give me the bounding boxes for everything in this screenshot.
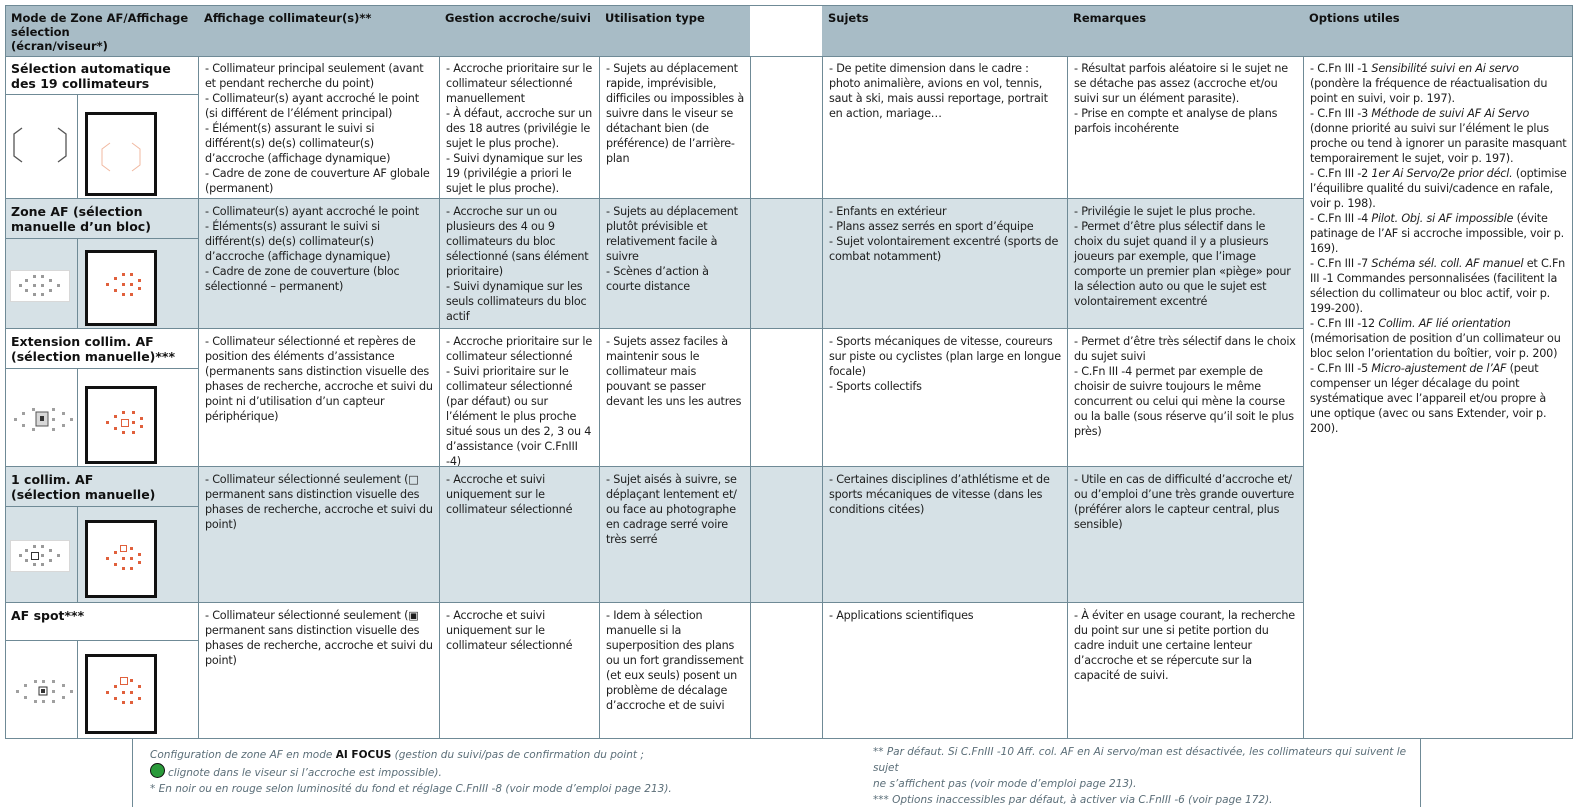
header-tracking: Gestion accroche/suivi [439, 5, 599, 56]
zone-viewfinder [85, 250, 157, 326]
thumb-divider-1 [5, 94, 198, 95]
single-viewfinder [85, 520, 157, 598]
option-title: Collim. AF lié orientation [1378, 317, 1511, 330]
row4-spacer [750, 466, 822, 602]
option-desc: et C.Fn III -1 Commandes personnalisées (facilitent la sélection du collimateur ou bloc actif, voir p. 199-200). [1310, 257, 1566, 315]
option-code: - C.Fn III -2 [1310, 167, 1372, 180]
header-options: Options utiles [1303, 5, 1573, 56]
row3-thumbs [5, 368, 198, 466]
row1-tracking: - Accroche prioritaire sur le collimateur sélectionné manuellement - À défaut, accroche sur un des 18 autres (privilégie le sujet le plus proche). - Suivi dynamique sur les 19 (privilégie a priori le sujet le plus proche). [439, 56, 599, 198]
row3-subjects: - Sports mécaniques de vitesse, coureurs sur piste ou cyclistes (plan large en longue focale) - Sports collectifs [822, 328, 1067, 466]
footer-right [873, 744, 1413, 808]
option-item [1310, 211, 1567, 256]
table-border-left [5, 5, 6, 739]
thumb-vertical-5 [77, 640, 78, 738]
row2-spacer [750, 198, 822, 328]
single-small-diagram [10, 540, 70, 572]
thumb-divider-3 [5, 368, 198, 369]
table-border-top [5, 5, 1573, 6]
thumb-vertical-3 [77, 368, 78, 466]
option-title: Sensibilité suivi en Ai servo [1371, 62, 1519, 75]
thumb-vertical-2 [77, 238, 78, 328]
row3-tracking: - Accroche prioritaire sur le collimateur sélectionné - Suivi prioritaire sur le collimateur sélectionné (par défaut) ou sur l’élément le plus proche situé sous un des 2, 3 ou 4 d’assistance (voir C.FnIII -4) [439, 328, 599, 466]
row3-spacer [750, 328, 822, 466]
table-border-bottom [5, 738, 1573, 739]
header-display: Affichage collimateur(s)** [198, 5, 439, 56]
row4-tracking: - Accroche et suivi uniquement sur le collimateur sélectionné [439, 466, 599, 602]
row4-mode: 1 collim. AF (sélection manuelle) [5, 466, 198, 506]
row5-mode: AF spot*** [5, 602, 198, 640]
row5-tracking: - Accroche et suivi uniquement sur le collimateur sélectionné [439, 602, 599, 738]
spot-viewfinder [85, 654, 157, 734]
row5-spacer [750, 602, 822, 738]
row5-subjects: - Applications scientifiques [822, 602, 1067, 738]
row3-usage: - Sujets assez faciles à maintenir sous le collimateur mais pouvant se passer devant les uns les autres [599, 328, 750, 466]
option-code: - C.Fn III -4 [1310, 212, 1372, 225]
option-item [1310, 166, 1567, 211]
footer-left-line3: * En noir ou en rouge selon luminosité du fond et réglage C.FnIII -8 (voir mode d’emploi page 213). [150, 783, 672, 795]
row5-display: - Collimateur sélectionné seulement (▣ permanent sans distinction visuelle des phases de recherche, accroche et suivi du point) [198, 602, 439, 738]
option-item [1310, 106, 1567, 166]
option-item [1310, 256, 1567, 316]
thumb-vertical-1 [77, 94, 78, 198]
row1-display: - Collimateur principal seulement (avant et pendant recherche du point) - Collimateur(s) ayant accroché le point (si différent de l’élément principal) - Élément(s) assurant le suivi si différent(s) de(s) collimateur(s) d’accroche (affichage dynamique) - Cadre de zone de couverture AF globale (permanent) [198, 56, 439, 198]
row1-spacer [750, 56, 822, 198]
green-status-icon [150, 763, 165, 778]
row1-subjects: - De petite dimension dans le cadre : photo animalière, avions en vol, tennis, saut à ski, mais aussi reportage, portrait en action, mariage… [822, 56, 1067, 198]
row1-usage: - Sujets au déplacement rapide, imprévisible, difficiles ou impossibles à suivre dans le viseur se détachant bien (de préférence) de l’arrière-plan [599, 56, 750, 198]
option-desc: (pondère la fréquence de réactualisation du point en suivi, voir p. 197). [1310, 77, 1548, 105]
thumb-divider-5 [5, 640, 198, 641]
expansion-viewfinder [85, 386, 157, 464]
option-desc: (optimise l’équilibre qualité du suivi/cadence en rafale, voir p. 198). [1310, 167, 1567, 210]
option-code: - C.Fn III -3 [1310, 107, 1372, 120]
header-mode: Mode de Zone AF/Affichage sélection (écran/viseur*) [5, 5, 198, 56]
footer-left-line2: clignote dans le viseur si l’accroche est impossible). [150, 763, 710, 781]
row3-display: - Collimateur sélectionné et repères de position des éléments d’assistance (permanents sans distinction visuelle des phases de recherche, accroche et suivi du point ni d’utilisation d’un capteur périphérique) [198, 328, 439, 466]
header-spacer [750, 5, 822, 56]
auto19-viewfinder [85, 112, 157, 196]
option-title: Schéma sél. coll. AF manuel [1371, 257, 1524, 270]
header-usage: Utilisation type [599, 5, 750, 56]
row4-usage: - Sujet aisés à suivre, se déplaçant lentement et/ ou face au photographe en cadrage serré voire très serré [599, 466, 750, 602]
thumb-divider-4 [5, 506, 198, 507]
option-title: Pilot. Obj. si AF impossible [1371, 212, 1514, 225]
row3-remarks: - Permet d’être très sélectif dans le choix du sujet suivi - C.Fn III -4 permet par exemple de choisir de suivre toujours le même concurrent ou celui qui mène la course ou la balle (sous réserve qu’il soit le plus près) [1067, 328, 1303, 466]
row1-mode: Sélection automatique des 19 collimateurs [5, 56, 198, 94]
row2-mode: Zone AF (sélection manuelle d’un bloc) [5, 198, 198, 238]
option-desc: (mémorisation de position d’un collimateur ou bloc selon l’orientation du boîtier, voir p. 200) [1310, 332, 1561, 360]
row5-remarks: - À éviter en usage courant, la recherche du point sur une si petite portion du cadre induit une certaine lenteur d’accroche et se répercute sur la capacité de suivi. [1067, 602, 1303, 738]
option-item [1310, 316, 1567, 361]
option-desc: (donne priorité au suivi sur l’élément le plus proche ou tend à ignorer un parasite masquant temporairement le sujet, voir p. 197). [1310, 122, 1567, 165]
footer-left-border [132, 738, 133, 807]
row4-display: - Collimateur sélectionné seulement (□ permanent sans distinction visuelle des phases de recherche, accroche et suivi du point) [198, 466, 439, 602]
row2-display: - Collimateur(s) ayant accroché le point - Éléments(s) assurant le suivi si différent(s) de(s) collimateur(s) d’accroche (affichage dynamique) - Cadre de zone de couverture (bloc sélectionné – permanent) [198, 198, 439, 328]
option-title: 1er Ai Servo/2e prior décl. [1371, 167, 1513, 180]
option-title: Méthode de suivi AF Ai Servo [1371, 107, 1530, 120]
row4-remarks: - Utile en cas de difficulté d’accroche et/ ou d’emploi d’une très grande ouverture (préférer alors le capteur central, plus sensible) [1067, 466, 1303, 602]
option-item [1310, 61, 1567, 106]
row5-thumbs [5, 640, 198, 738]
footer-right-line1: ** Par défaut. Si C.FnIII -10 Aff. col. AF en Ai servo/man est désactivée, les collimateurs qui suivent le sujet [873, 746, 1407, 774]
spot-small-diagram [8, 660, 78, 720]
footer-right-line3: *** Options inaccessibles par défaut, à activer via C.FnIII -6 (voir page 172). [873, 794, 1273, 806]
option-desc: (peut compenser un léger décalage du point systématique avec l’appareil et/ou propre à une optique (avec ou sans Extender, voir p. 200). [1310, 362, 1547, 435]
table-border-right [1572, 5, 1573, 739]
row1-thumbs [5, 94, 198, 198]
row2-subjects: - Enfants en extérieur - Plans assez serrés en sport d’équipe - Sujet volontairement excentré (sports de combat notamment) [822, 198, 1067, 328]
option-code: - C.Fn III -1 [1310, 62, 1372, 75]
option-code: - C.Fn III -5 [1310, 362, 1372, 375]
row2-thumbs [5, 238, 198, 328]
footer-left [150, 747, 710, 797]
options-column [1303, 56, 1573, 738]
row2-remarks: - Privilégie le sujet le plus proche. - Permet d’être plus sélectif dans le choix du sujet quand il y a plusieurs joueurs par exemple, que l’image comporte un premier plan «piège» pour la sélection auto ou que le sujet est volontairement excentré [1067, 198, 1303, 328]
row4-subjects: - Certaines disciplines d’athlétisme et de sports mécaniques de vitesse (dans les conditions citées) [822, 466, 1067, 602]
row1-remarks: - Résultat parfois aléatoire si le sujet ne se détache pas assez (accroche et/ou suivi sur un élément parasite). - Prise en compte et analyse de plans parfois incohérente [1067, 56, 1303, 198]
row2-usage: - Sujets au déplacement plutôt prévisible et relativement facile à suivre - Scènes d’action à courte distance [599, 198, 750, 328]
footer-left-line1: Configuration de zone AF en mode AI FOCUS (gestion du suivi/pas de confirmation du point ; [150, 749, 644, 761]
option-title: Micro-ajustement de l’AF [1371, 362, 1507, 375]
option-code: - C.Fn III -7 [1310, 257, 1372, 270]
header-remarks: Remarques [1067, 5, 1303, 56]
footer-right-border [1420, 738, 1421, 807]
option-desc: (évite patinage de l’AF si accroche impossible, voir p. 169). [1310, 212, 1565, 255]
option-code: - C.Fn III -12 [1310, 317, 1379, 330]
footer-right-line2: ne s’affichent pas (voir mode d’emploi page 213). [873, 778, 1137, 790]
header-divider [5, 56, 1573, 57]
zone-small-diagram [10, 270, 70, 302]
row3-mode: Extension collim. AF (sélection manuelle)*** [5, 328, 198, 368]
option-item [1310, 361, 1567, 436]
expansion-small-diagram [8, 390, 78, 450]
header-subjects: Sujets [822, 5, 1067, 56]
row4-thumbs [5, 506, 198, 602]
thumb-vertical-4 [77, 506, 78, 602]
auto19-small-diagram [8, 116, 78, 176]
thumb-divider-2 [5, 238, 198, 239]
row2-tracking: - Accroche sur un ou plusieurs des 4 ou 9 collimateurs du bloc sélectionné (sans élément prioritaire) - Suivi dynamique sur les seuls collimateurs du bloc actif [439, 198, 599, 328]
row5-usage: - Idem à sélection manuelle si la superposition des plans ou un fort grandissement (et eux seuls) posent un problème de décalage d’accroche et de suivi [599, 602, 750, 738]
